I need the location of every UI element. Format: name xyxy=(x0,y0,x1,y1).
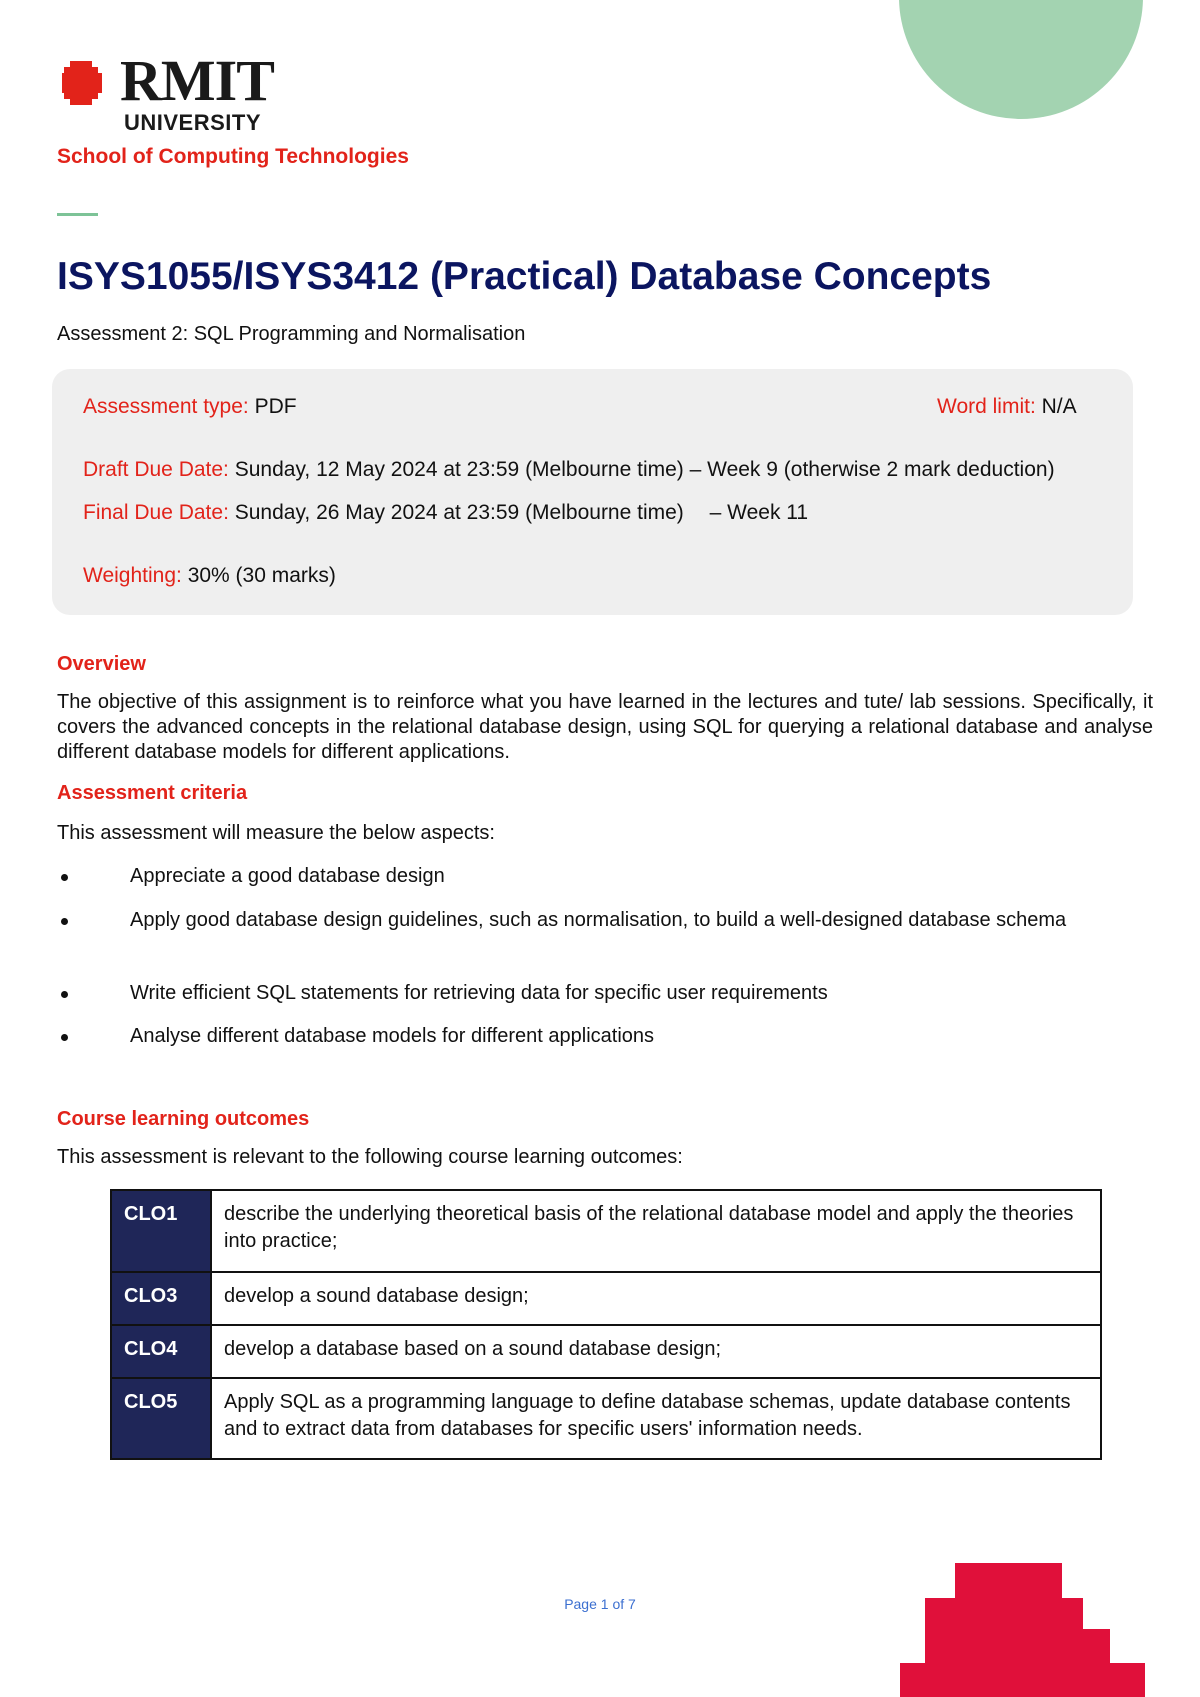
decorative-green-circle xyxy=(899,0,1143,119)
rmit-pixel-mark-icon xyxy=(62,61,102,105)
table-row xyxy=(111,1325,1101,1378)
list-item: Apply good database design guidelines, such as normalisation, to build a well-designed database schema xyxy=(57,906,1157,935)
assessment-info-box xyxy=(52,369,1133,615)
word-limit: Word limit: N/A xyxy=(937,395,1077,418)
overview-heading: Overview xyxy=(57,653,146,675)
school-name: School of Computing Technologies xyxy=(57,145,409,168)
page-title: ISYS1055/ISYS3412 (Practical) Database Concepts xyxy=(57,255,992,298)
list-item: Write efficient SQL statements for retrieving data for specific user requirements xyxy=(57,979,1157,1008)
criteria-intro: This assessment will measure the below aspects: xyxy=(57,822,495,844)
assessment-type: Assessment type: PDF xyxy=(83,395,297,418)
criteria-heading: Assessment criteria xyxy=(57,782,248,804)
clo-code: CLO5 xyxy=(111,1378,211,1459)
overview-text: The objective of this assignment is to reinforce what you have learned in the lectures and tute/ lab sessions. Specifically, it covers the advanced concepts in the relational database design, using SQL for querying a relational database and analyse different database models for different applications. xyxy=(57,691,1153,763)
table-row xyxy=(111,1272,1101,1325)
clo-code: CLO1 xyxy=(111,1190,211,1272)
final-due-date: Final Due Date: Sunday, 26 May 2024 at 23:59 (Melbourne time) – Week 11 xyxy=(83,501,809,524)
clo-description: describe the underlying theoretical basis of the relational database model and apply the theories into practice; xyxy=(211,1190,1101,1272)
clo-code: CLO4 xyxy=(111,1325,211,1378)
bullet-icon xyxy=(61,1034,68,1041)
bullet-icon xyxy=(61,874,68,881)
outcomes-intro: This assessment is relevant to the following course learning outcomes: xyxy=(57,1146,683,1168)
outcomes-heading: Course learning outcomes xyxy=(57,1108,310,1130)
logo-wordmark: RMIT xyxy=(120,48,274,113)
clo-description: Apply SQL as a programming language to define database schemas, update database contents and to extract data from databases for specific users' information needs. xyxy=(211,1378,1101,1459)
green-divider xyxy=(57,213,98,216)
clo-table xyxy=(110,1189,1102,1460)
draft-due-date: Draft Due Date: Sunday, 12 May 2024 at 23:59 (Melbourne time) – Week 9 (otherwise 2 mark deduction) xyxy=(83,458,1055,481)
bullet-icon xyxy=(61,991,68,998)
bullet-icon xyxy=(61,918,68,925)
weighting: Weighting: 30% (30 marks) xyxy=(83,564,336,587)
list-item: Appreciate a good database design xyxy=(57,862,1157,891)
rmit-corner-pixel-icon xyxy=(900,1563,1145,1697)
clo-code: CLO3 xyxy=(111,1272,211,1325)
list-item: Analyse different database models for different applications xyxy=(57,1022,1157,1051)
clo-description: develop a database based on a sound database design; xyxy=(211,1325,1101,1378)
table-row xyxy=(111,1190,1101,1272)
clo-description: develop a sound database design; xyxy=(211,1272,1101,1325)
logo-subtitle: UNIVERSITY xyxy=(124,110,262,135)
page-number: Page 1 of 7 xyxy=(564,1596,636,1612)
rmit-logo xyxy=(58,48,278,138)
page-subtitle: Assessment 2: SQL Programming and Normalisation xyxy=(57,323,526,345)
table-row xyxy=(111,1378,1101,1459)
